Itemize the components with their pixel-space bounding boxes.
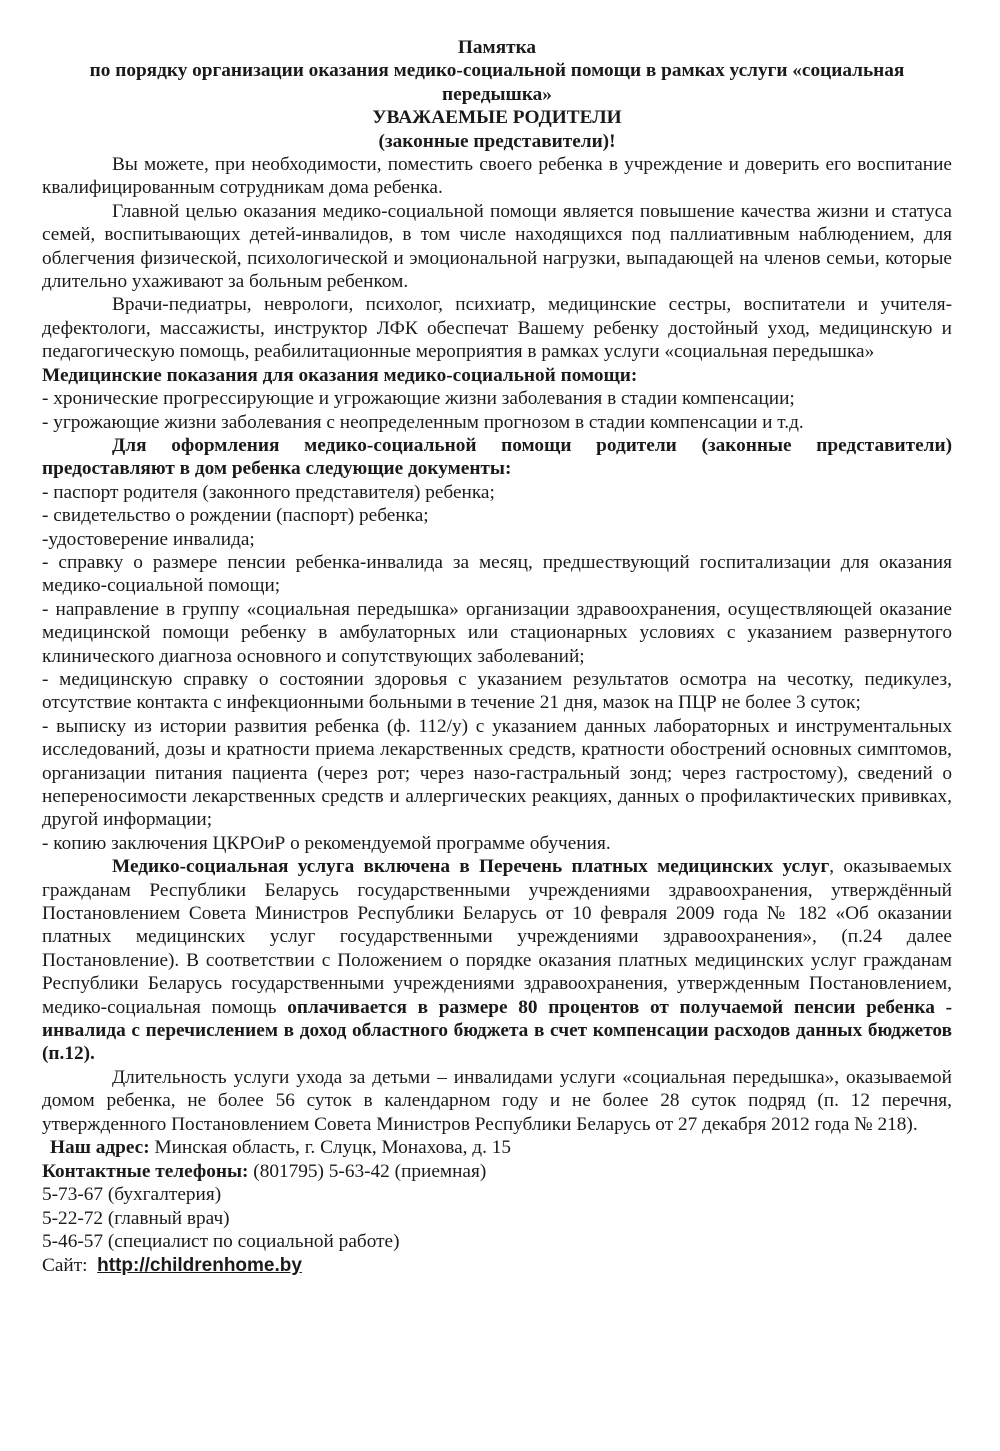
memo-subtitle: по порядку организации оказания медико-социальной помощи в рамках услуги «социальная передышка» [89,60,905,105]
address-value: Минская область, г. Слуцк, Монахова, д. 15 [149,1137,512,1159]
payment-bold-end: оплачивается в размере 80 процентов от получаемой пенсии ребенка - инвалида с перечислением в доход областного бюджета в счет компенсации расходов данных бюджетов (п.12). [42,996,952,1065]
intro-paragraph-3: Врачи-педиатры, неврологи, психолог, психиатр, медицинские сестры, воспитатели и учителя-дефектологи, массажисты, инструктор ЛФК обеспечат Вашему ребенку достойный уход, медицинскую и педагогическую помощь, реабилитационные мероприятия в рамках услуги «социальная передышка» [42,294,952,363]
list-item: - хронические прогрессирующие и угрожающие жизни заболевания в стадии компенсации; [42,388,795,410]
phone-accounting: 5-73-67 (бухгалтерия) [42,1184,222,1206]
list-item: - справку о размере пенсии ребенка-инвалида за месяц, предшествующий госпитализации для оказания медико-социальной помощи; [42,551,952,597]
list-item: - направление в группу «социальная передышка» организации здравоохранения, осуществляющей оказание медицинской помощи ребенку в амбулаторных или стационарных условиях с указанием развернутого клинического диагноза основного и сопутствующих заболеваний; [42,598,952,667]
contacts-block [42,1136,952,1278]
list-item: - свидетельство о рождении (паспорт) ребенка; [42,505,429,527]
greeting-subheading: (законные представители)! [378,130,616,152]
list-item: - копию заключения ЦКРОиР о рекомендуемой программе обучения. [42,832,611,854]
payment-paragraph [42,855,952,1066]
list-item: -удостоверение инвалида; [42,528,255,550]
phone-social-worker: 5-46-57 (специалист по социальной работе) [42,1231,400,1253]
indications-list [42,387,952,434]
list-item: - паспорт родителя (законного представителя) ребенка; [42,481,495,503]
phone-reception: (801795) 5-63-42 (приемная) [248,1160,487,1182]
list-item: - медицинскую справку о состоянии здоровья с указанием результатов осмотра на чесотку, педикулез, отсутствие контакта с инфекционными больными в течение 21 дня, мазок на ПЦР не более 3 суток; [42,668,952,714]
phone-chief-doctor: 5-22-72 (главный врач) [42,1207,230,1229]
greeting-heading: УВАЖАЕМЫЕ РОДИТЕЛИ [372,107,622,129]
site-label: Сайт: [42,1255,98,1277]
memo-title: Памятка [457,37,537,58]
duration-paragraph: Длительность услуги ухода за детьми – инвалидами услуги «социальная передышка», оказываемой домом ребенка, не более 56 суток в календарном году и не более 28 суток подряд (п. 12 перечня, утвержденного Постановлением Совета Министров Республики Беларусь от 27 декабря 2012 года № 218). [42,1066,952,1135]
intro-paragraph-1: Вы можете, при необходимости, поместить своего ребенка в учреждение и доверить его воспитание квалифицированным сотрудникам дома ребенка. [42,154,952,199]
site-line [42,1254,952,1278]
title-block [42,36,952,153]
payment-bold-start: Медико-социальная услуга включена в Перечень платных медицинских услуг [112,856,830,878]
phones-line [42,1160,952,1184]
documents-list [42,481,952,856]
intro-paragraph-2: Главной целью оказания медико-социальной помощи является повышение качества жизни и статуса семей, воспитывающих детей-инвалидов, в том числе находящихся под паллиативным наблюдением, для облегчения физической, психологической и эмоциональной нагрузки, выпадающей на членов семьи, которые длительно ухаживают за больным ребенком. [42,200,952,293]
phones-label: Контактные телефоны: [42,1160,249,1182]
address-label: Наш адрес: [50,1137,150,1159]
payment-text: , оказываемых гражданам Республики Беларусь государственными учреждениями здравоохранения, утверждённый Постановлением Совета Министров Республики Беларусь от 10 февраля 2009 года № 182 «Об оказании платных медицинских услуг государственными учреждениями здравоохранения», (п.24 далее Постановление). В соответствии с Положением о порядке оказания платных медицинских услуг гражданам Республики Беларусь государственными учреждениями здравоохранения, утвержденным Постановлением, медико-социальная помощь [42,856,952,1018]
list-item: - угрожающие жизни заболевания с неопределенным прогнозом в стадии компенсации и т.д. [42,411,804,433]
address-line [42,1136,952,1160]
indications-heading: Медицинские показания для оказания медико-социальной помощи: [42,364,638,386]
documents-heading: Для оформления медико-социальной помощи родители (законные представители) предоставляют в дом ребенка следующие документы: [42,434,952,480]
list-item: - выписку из истории развития ребенка (ф. 112/у) с указанием данных лабораторных и инструментальных исследований, дозы и кратности приема лекарственных средств, кратности обострений основных симптомов, организации питания пациента (через рот; через назо-гастральный зонд; через гастростому), сведений о непереносимости лекарственных средств и аллергических реакциях, данных о профилактических прививках, другой информации; [42,715,952,831]
site-link[interactable]: http://childrenhome.by [97,1255,302,1277]
